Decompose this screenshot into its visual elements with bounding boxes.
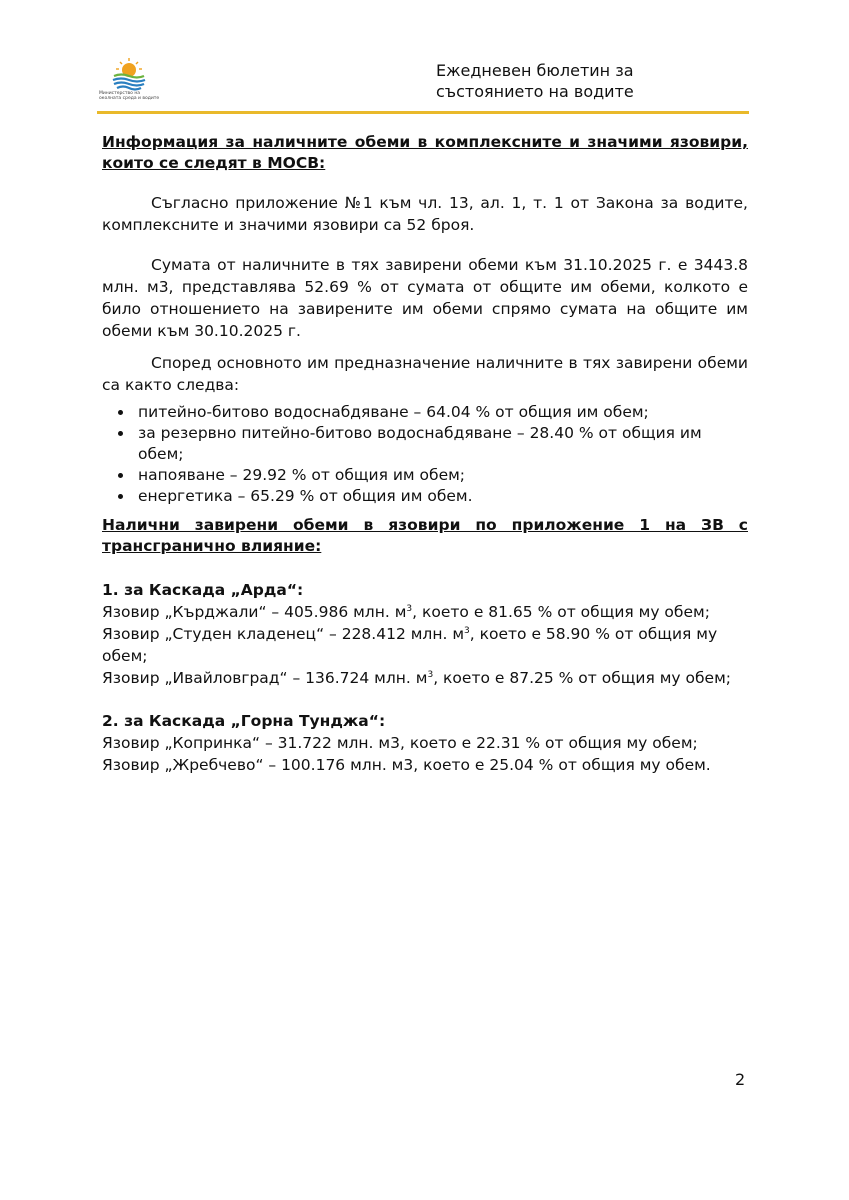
- purpose-list: [102, 402, 748, 507]
- dam-line: Язовир „Студен кладенец“ – 228.412 млн. $м^3$, което е 58.90 % от общия му обем;: [102, 625, 718, 665]
- list-item: • за резервно питейно-битово водоснабдяване – 28.40 % от общия им обем;: [134, 423, 748, 465]
- paragraph-dam-count: Съгласно приложение №1 към чл. 13, ал. 1, т. 1 от Закона за водите, комплексните и значими язовири са 52 броя.: [102, 194, 748, 234]
- dam-line: Язовир „Жребчево“ – 100.176 млн. м3, което е 25.04 % от общия му обем.: [102, 756, 711, 774]
- dam-line: Язовир „Ивайловград“ – 136.724 млн. $м^3$, което е 87.25 % от общия му обем;: [102, 669, 731, 687]
- bulletin-title: Ежедневен бюлетин за състоянието на водите: [436, 61, 634, 101]
- section-heading-volumes: Информация за наличните обеми в комплексните и значими язовири, които се следят в МОСВ:: [102, 133, 748, 172]
- paragraph-total-volume: Сумата от наличните в тях завирени обеми към 31.10.2025 г. е 3443.8 млн. м3, представлява 52.69 % от сумата от общите им обеми, колкото е било отношението на завирените им обеми спрямо сумата на общите им обеми към 30.10.2025 г.: [102, 256, 748, 340]
- list-item: • питейно-битово водоснабдяване – 64.04 % от общия им обем;: [134, 402, 748, 423]
- cascade-arda-title: 1. за Каскада „Арда“:: [102, 581, 304, 599]
- paragraph-purpose: Според основното им предназначение наличните в тях завирени обеми са както следва:: [102, 354, 748, 394]
- header-divider: [97, 111, 749, 114]
- page-content: [102, 132, 748, 776]
- section-heading-transboundary: Налични завирени обеми в язовири по приложение 1 на ЗВ с трансгранично влияние:: [102, 516, 748, 555]
- list-item: • енергетика – 65.29 % от общия им обем.: [134, 486, 748, 507]
- cascade-tundzha-title: 2. за Каскада „Горна Тунджа“:: [102, 712, 386, 730]
- dam-line: Язовир „Копринка“ – 31.722 млн. м3, което е 22.31 % от общия му обем;: [102, 734, 698, 752]
- logo-caption: Министерство на околната среда и водите: [99, 91, 160, 101]
- list-item: • напояване – 29.92 % от общия им обем;: [134, 465, 748, 486]
- dam-line: Язовир „Кърджали“ – 405.986 млн. $м^3$, което е 81.65 % от общия му обем;: [102, 603, 710, 621]
- page-number: 2: [735, 1070, 746, 1089]
